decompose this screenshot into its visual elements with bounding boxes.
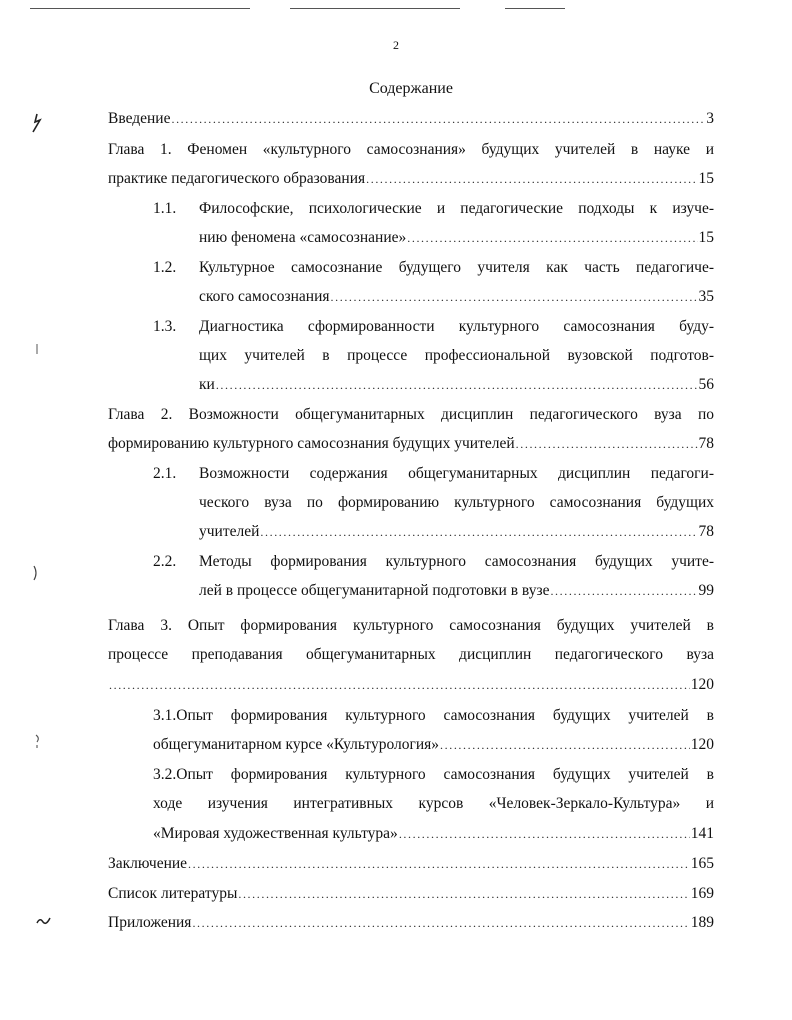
dot-leader xyxy=(192,912,689,934)
toc-section-3-2-line2[interactable]: ходе изучения интегративных курсов «Человек-Зеркало-Культура» и xyxy=(153,795,714,812)
dot-leader xyxy=(550,580,697,602)
toc-page-number: 78 xyxy=(698,435,714,452)
scan-margin-mark xyxy=(36,915,52,927)
toc-page-number: 99 xyxy=(698,582,714,599)
toc-entry-title: нию феномена «самосознание» xyxy=(199,229,407,246)
toc-chapter-1-line2[interactable] xyxy=(108,168,714,190)
toc-section-1-2-line1[interactable]: Культурное самосознание будущего учителя как часть педагогиче- xyxy=(199,259,714,276)
toc-page-number: 165 xyxy=(690,855,714,872)
toc-section-1-3-line3[interactable] xyxy=(199,374,714,396)
toc-page-number: 78 xyxy=(698,523,714,540)
toc-page-number: 3 xyxy=(706,110,714,127)
toc-entry-title: учителей xyxy=(199,523,260,540)
toc-chapter-3-line1[interactable]: Глава 3. Опыт формирования культурного самосознания будущих учителей в xyxy=(108,617,714,634)
toc-page-number: 169 xyxy=(690,885,714,902)
toc-section-2-2-line2[interactable] xyxy=(199,580,714,602)
toc-page-number: 120 xyxy=(690,736,714,753)
scan-margin-mark xyxy=(32,565,40,581)
toc-section-number: 1.3. xyxy=(153,318,177,335)
toc-chapter-2-line2[interactable] xyxy=(108,433,714,455)
toc-page-number: 15 xyxy=(698,229,714,246)
toc-chapter-3-line3[interactable] xyxy=(108,674,714,696)
toc-section-2-2-line1[interactable]: Методы формирования культурного самосознания будущих учите- xyxy=(199,553,714,570)
dot-leader xyxy=(331,286,698,308)
toc-section-number: 1.2. xyxy=(153,259,177,276)
toc-page-number: 189 xyxy=(690,914,714,931)
toc-entry-title: ского самосознания xyxy=(199,288,330,305)
toc-section-3-2-line1[interactable] xyxy=(153,764,714,786)
toc-section-1-3-line1[interactable]: Диагностика сформированности культурного самосознания буду- xyxy=(199,318,714,335)
toc-entry-title: общегуманитарном курсе «Культурология» xyxy=(153,736,440,753)
dot-leader xyxy=(366,168,697,190)
dot-leader xyxy=(407,227,697,249)
scan-edge-line xyxy=(505,8,565,9)
toc-section-number: 3.1. xyxy=(153,707,177,724)
toc-entry-title: Заключение xyxy=(108,855,188,872)
toc-entry-title: Введение xyxy=(108,110,171,127)
scan-edge-line xyxy=(290,8,460,9)
page-number: 2 xyxy=(393,38,399,52)
toc-section-number: 2.2. xyxy=(153,553,177,570)
toc-page-number: 141 xyxy=(690,825,714,842)
toc-entry-title: формированию культурного самосознания будущих учителей xyxy=(108,435,515,452)
dot-leader xyxy=(216,374,698,396)
toc-page-number: 120 xyxy=(690,676,714,693)
page-title: Содержание xyxy=(369,80,453,97)
toc-entry-title: «Мировая художественная культура» xyxy=(153,825,398,842)
toc-entry-title: лей в процессе общегуманитарной подготовки в вузе xyxy=(199,582,550,599)
toc-section-1-1-line2[interactable] xyxy=(199,227,714,249)
scan-margin-mark xyxy=(34,343,40,355)
toc-section-3-1-line2[interactable] xyxy=(153,734,714,756)
toc-entry-title: Приложения xyxy=(108,914,192,931)
dot-leader xyxy=(399,823,690,845)
toc-entry-title: Список литературы xyxy=(108,885,238,902)
toc-page-number: 56 xyxy=(698,376,714,393)
toc-chapter-3-line2[interactable]: процессе преподавания общегуманитарных дисциплин педагогического вуза xyxy=(108,646,714,663)
toc-entry-appendices[interactable] xyxy=(108,912,714,934)
toc-page-number: 35 xyxy=(698,288,714,305)
toc-entry-title: Опыт формирования культурного самосознания будущих учителей в xyxy=(176,766,714,783)
scan-margin-mark xyxy=(34,733,42,749)
toc-section-number: 3.2. xyxy=(153,766,177,783)
toc-entry-title: практике педагогического образования xyxy=(108,170,366,187)
toc-page-number: 15 xyxy=(698,170,714,187)
toc-section-3-2-line3[interactable] xyxy=(153,823,714,845)
toc-section-number: 2.1. xyxy=(153,465,177,482)
toc-entry-title: ки xyxy=(199,376,215,393)
toc-entry-conclusion[interactable] xyxy=(108,853,714,875)
toc-chapter-2-line1[interactable]: Глава 2. Возможности общегуманитарных дисциплин педагогического вуза по xyxy=(108,406,714,423)
scan-margin-mark xyxy=(30,112,44,134)
dot-leader xyxy=(516,433,698,455)
toc-section-2-1-line3[interactable] xyxy=(199,521,714,543)
toc-entry-title: Опыт формирования культурного самосознания будущих учителей в xyxy=(176,707,714,724)
dot-leader xyxy=(238,883,689,905)
toc-entry-references[interactable] xyxy=(108,883,714,905)
dot-leader xyxy=(260,521,697,543)
toc-section-2-1-line1[interactable]: Возможности содержания общегуманитарных дисциплин педагоги- xyxy=(199,465,714,482)
toc-section-3-1-line1[interactable] xyxy=(153,705,714,727)
scan-edge-line xyxy=(30,8,250,9)
toc-chapter-1-line1[interactable]: Глава 1. Феномен «культурного самосознания» будущих учителей в науке и xyxy=(108,141,714,158)
dot-leader xyxy=(440,734,690,756)
toc-section-1-2-line2[interactable] xyxy=(199,286,714,308)
dot-leader xyxy=(171,108,705,130)
dot-leader xyxy=(188,853,690,875)
toc-section-1-1-line1[interactable]: Философские, психологические и педагогические подходы к изуче- xyxy=(199,200,714,217)
toc-section-2-1-line2[interactable]: ческого вуза по формированию культурного самосознания будущих xyxy=(199,494,714,511)
toc-entry-intro[interactable] xyxy=(108,108,714,130)
dot-leader xyxy=(109,674,690,696)
toc-section-number: 1.1. xyxy=(153,200,177,217)
toc-section-1-3-line2[interactable]: щих учителей в процессе профессиональной вузовской подготов- xyxy=(199,347,714,364)
